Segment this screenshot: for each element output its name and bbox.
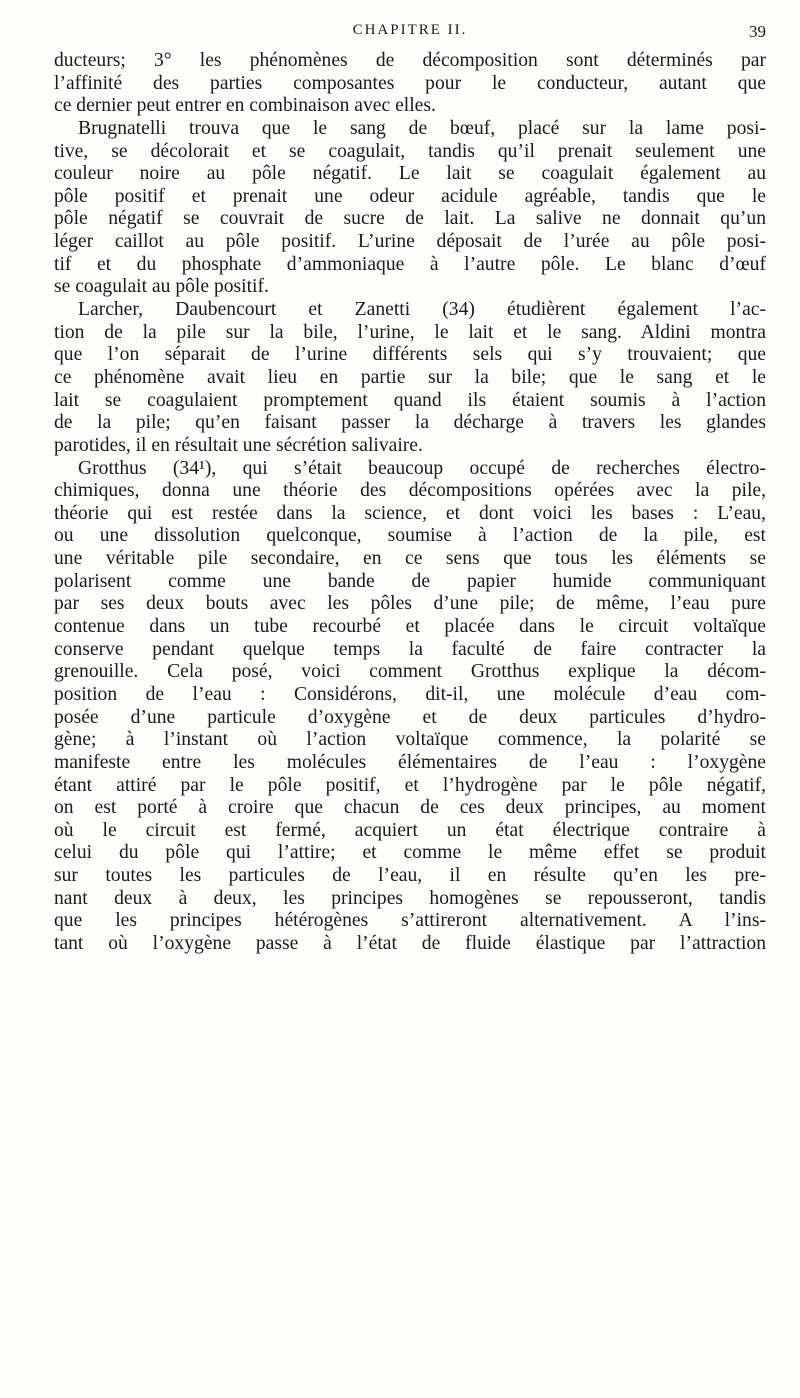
text-line: celui du pôle qui l’attire; et comme le même effet se produit [54,842,766,864]
text-line: gène; à l’instant où l’action voltaïque commence, la polarité se [54,729,766,751]
text-line: Grotthus (34¹), qui s’était beaucoup occupé de recherches électro- [78,457,766,479]
text-line: que l’on séparait de l’urine différents sels qui s’y trouvaient; que [54,344,766,366]
text-line: théorie qui est restée dans la science, et dont voici les bases : L’eau, [54,502,766,524]
body-text [54,50,766,956]
page-number: 39 [749,22,766,41]
text-line: que les principes hétérogènes s’attireront alternativement. A l’ins- [54,910,766,932]
text-line: une véritable pile secondaire, en ce sens que tous les éléments se [54,548,766,570]
text-line: pôle négatif se couvrait de sucre de lait. La salive ne donnait qu’un [54,208,766,230]
text-line: lait se coagulaient promptement quand ils étaient soumis à l’action [54,389,766,411]
text-line: où le circuit est fermé, acquiert un état électrique contraire à [54,819,766,841]
text-line: grenouille. Cela posé, voici comment Grotthus explique la décom- [54,661,766,683]
text-line: par ses deux bouts avec les pôles d’une pile; de même, l’eau pure [54,593,766,615]
text-line: l’affinité des parties composantes pour le conducteur, autant que [54,72,766,94]
text-line: nant deux à deux, les principes homogènes se repousseront, tandis [54,887,766,909]
text-line: léger caillot au pôle positif. L’urine déposait de l’urée au pôle posi- [54,231,766,253]
text-line: Brugnatelli trouva que le sang de bœuf, placé sur la lame posi- [78,117,766,139]
text-line: contenue dans un tube recourbé et placée dans le circuit voltaïque [54,616,766,638]
text-line: tion de la pile sur la bile, l’urine, le lait et le sang. Aldini montra [54,321,766,343]
text-line: se coagulait au pôle positif. [54,276,269,298]
text-line: de la pile; qu’en faisant passer la décharge à travers les glandes [54,412,766,434]
running-header [54,22,766,44]
text-line: polarisent comme une bande de papier humide communiquant [54,570,766,592]
text-line: tant où l’oxygène passe à l’état de fluide élastique par l’attraction [54,932,766,954]
text-line: tive, se décolorait et se coagulait, tandis qu’il prenait seulement une [54,140,766,162]
text-line: manifeste entre les molécules élémentaires de l’eau : l’oxygène [54,751,766,773]
text-line: chimiques, donna une théorie des décompositions opérées avec la pile, [54,480,766,502]
chapter-title: CHAPITRE II. [352,22,468,38]
text-line: étant attiré par le pôle positif, et l’hydrogène par le pôle négatif, [54,774,766,796]
text-line: sur toutes les particules de l’eau, il en résulte qu’en les pre- [54,865,766,887]
text-line: tif et du phosphate d’ammoniaque à l’autre pôle. Le blanc d’œuf [54,253,766,275]
text-line: conserve pendant quelque temps la faculté de faire contracter la [54,638,766,660]
text-line: position de l’eau : Considérons, dit-il, une molécule d’eau com- [54,683,766,705]
text-line: ducteurs; 3° les phénomènes de décomposition sont déterminés par [54,50,766,71]
text-line: on est porté à croire que chacun de ces deux principes, au moment [54,797,766,819]
text-line: ce dernier peut entrer en combinaison avec elles. [54,95,436,117]
text-line: pôle positif et prenait une odeur acidule agréable, tandis que le [54,185,766,207]
text-line: couleur noire au pôle négatif. Le lait se coagulait également au [54,163,766,185]
text-line: Larcher, Daubencourt et Zanetti (34) étudièrent également l’ac- [78,299,766,321]
text-line: ce phénomène avait lieu en partie sur la bile; que le sang et le [54,366,766,388]
text-line: ou une dissolution quelconque, soumise à l’action de la pile, est [54,525,766,547]
text-line: parotides, il en résultait une sécrétion salivaire. [54,434,423,456]
text-line: posée d’une particule d’oxygène et de deux particules d’hydro- [54,706,766,728]
